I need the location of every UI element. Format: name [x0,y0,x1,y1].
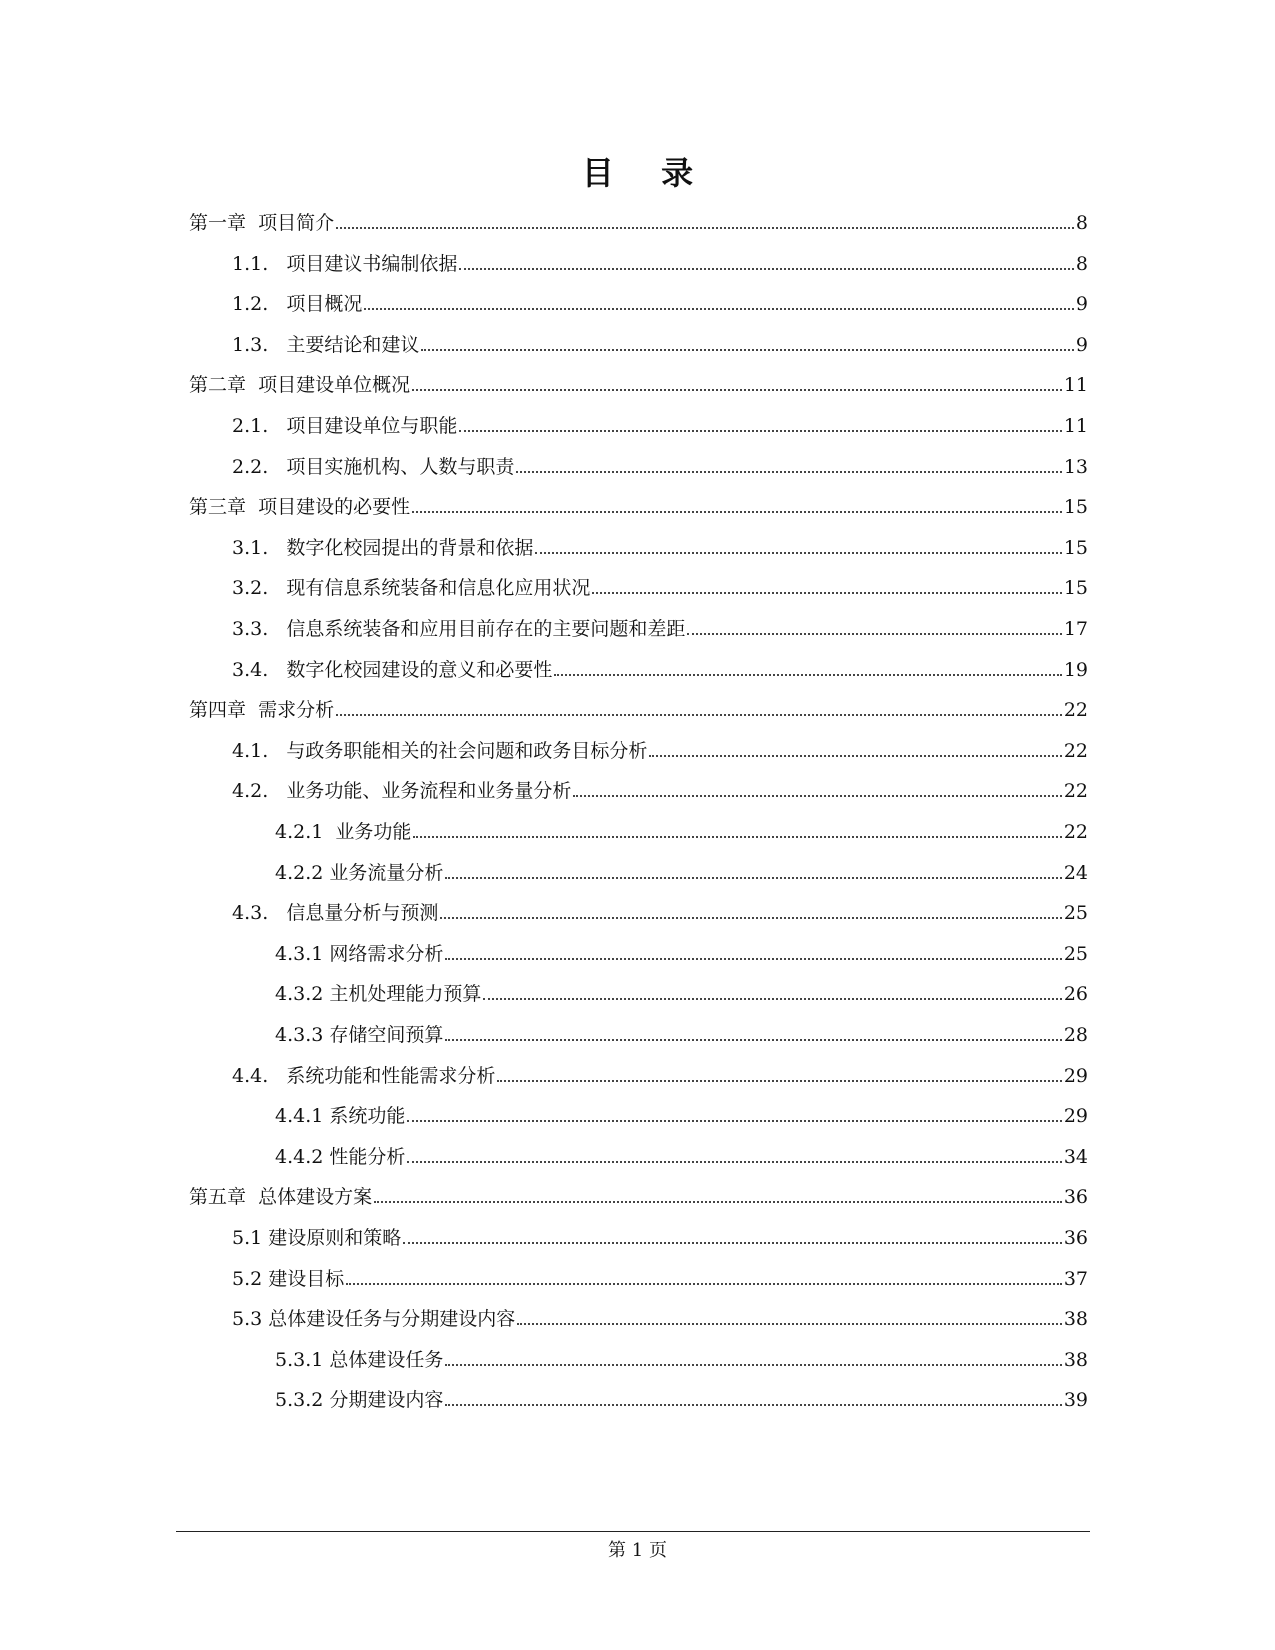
toc-leader-dots [440,916,1061,919]
toc-entry-label: 4.3.3 存储空间预算 [275,1024,444,1046]
toc-entry-label: 4.4. 系统功能和性能需求分析 [232,1064,496,1087]
toc-entry[interactable] [232,570,1088,600]
toc-entry-label: 第三章 项目建设的必要性 [189,496,411,519]
toc-entry[interactable] [232,449,1088,479]
toc-entry-page: 8 [1075,252,1088,275]
toc-entry-label: 3.2. 现有信息系统装备和信息化应用状况 [232,577,591,600]
toc-entry-label: 3.1. 数字化校园提出的背景和依据 [232,536,534,559]
page-number: 第 1 页 [608,1540,667,1561]
toc-entry-page: 24 [1063,861,1088,884]
toc-entry[interactable] [232,327,1088,357]
toc-leader-dots [649,754,1061,757]
toc-entry-label: 4.4.2 性能分析 [275,1145,406,1168]
toc-leader-dots [554,673,1061,676]
toc-entry[interactable] [275,1342,1088,1372]
toc-leader-dots [459,267,1074,270]
toc-entry[interactable] [275,814,1088,844]
toc-entry-page: 34 [1063,1145,1088,1168]
toc-entry-label: 4.1. 与政务职能相关的社会问题和政务目标分析 [232,739,648,762]
toc-entry[interactable] [232,1058,1088,1088]
toc-entry[interactable] [275,936,1088,966]
toc-leader-dots [374,1200,1062,1203]
toc-entry-label: 4.3. 信息量分析与预测 [232,902,439,925]
toc-entry-label: 4.2.1 业务功能 [275,821,412,843]
toc-entry[interactable] [275,976,1088,1006]
toc-entry[interactable] [189,1179,1088,1209]
toc-entry-page: 17 [1063,618,1088,640]
toc-entry[interactable] [232,895,1088,925]
toc-entry-page: 15 [1063,496,1088,519]
toc-leader-dots [407,1160,1061,1163]
toc-entry-label: 4.2.2 业务流量分析 [275,861,444,884]
toc-entry[interactable] [189,489,1088,519]
toc-entry-page: 19 [1063,658,1088,681]
toc-entry-label: 1.3. 主要结论和建议 [232,333,420,356]
toc-leader-dots [573,794,1061,797]
toc-entry-page: 22 [1063,821,1088,843]
toc-entry-label: 5.2 建设目标 [232,1267,345,1290]
toc-leader-dots [413,835,1061,838]
toc-entry-label: 3.3. 信息系统装备和应用目前存在的主要问题和差距 [232,618,686,640]
toc-entry-page: 15 [1063,577,1088,600]
toc-entry[interactable] [232,733,1088,763]
toc-entry-label: 4.2. 业务功能、业务流程和业务量分析 [232,780,572,803]
toc-entry[interactable] [232,1261,1088,1291]
toc-entry[interactable] [189,367,1088,397]
toc-entry-label: 4.3.2 主机处理能力预算 [275,983,482,1006]
toc-entry-page: 15 [1063,536,1088,559]
toc-leader-dots [459,429,1061,432]
toc-entry[interactable] [232,408,1088,438]
toc-leader-dots [412,510,1062,513]
toc-entry[interactable] [232,611,1088,641]
toc-entry[interactable] [275,855,1088,885]
toc-entry[interactable] [275,1139,1088,1169]
toc-title: 目 录 [581,154,712,192]
toc-entry-label: 5.3.1 总体建设任务 [275,1348,444,1371]
toc-entry-label: 1.2. 项目概况 [232,293,363,316]
toc-entry-label: 第五章 总体建设方案 [189,1186,373,1209]
toc-leader-dots [497,1079,1061,1082]
toc-leader-dots [445,957,1061,960]
toc-entry-page: 22 [1063,780,1088,803]
toc-entry-page: 29 [1063,1064,1088,1087]
toc-leader-dots [403,1241,1062,1244]
toc-entry-page: 29 [1063,1105,1088,1128]
toc-entry-page: 36 [1063,1186,1088,1209]
toc-entry-page: 11 [1063,374,1088,397]
toc-entry[interactable] [232,1301,1088,1331]
toc-entry[interactable] [189,692,1088,722]
toc-leader-dots [592,591,1061,594]
footer-divider [176,1531,1090,1532]
toc-leader-dots [336,226,1074,229]
toc-leader-dots [445,1403,1061,1406]
toc-entry[interactable] [232,1220,1088,1250]
toc-entry-page: 25 [1063,942,1088,965]
toc-leader-dots [535,551,1061,554]
toc-leader-dots [687,632,1061,635]
toc-entry-label: 2.1. 项目建设单位与职能 [232,415,458,437]
toc-leader-dots [483,997,1061,1000]
toc-entry-page: 13 [1063,455,1088,478]
toc-entry-page: 36 [1063,1227,1088,1249]
toc-leader-dots [517,1322,1062,1325]
toc-leader-dots [421,348,1074,351]
toc-entry[interactable] [275,1382,1088,1412]
toc-entry-page: 25 [1063,902,1088,925]
toc-entry[interactable] [232,652,1088,682]
toc-leader-dots [336,713,1062,716]
toc-entry-label: 5.3 总体建设任务与分期建设内容 [232,1308,516,1331]
toc-entry[interactable] [275,1017,1088,1047]
toc-entry-label: 4.3.1 网络需求分析 [275,942,444,965]
toc-entry-label: 第四章 需求分析 [189,699,335,722]
toc-entry[interactable] [275,1098,1088,1128]
toc-entry-page: 39 [1063,1389,1088,1412]
toc-entry-page: 38 [1063,1308,1088,1331]
toc-entry-label: 5.3.2 分期建设内容 [275,1389,444,1412]
toc-entry-page: 9 [1075,333,1088,356]
toc-entry[interactable] [189,205,1088,235]
toc-leader-dots [445,1038,1061,1041]
toc-entry[interactable] [232,286,1088,316]
toc-entry-label: 3.4. 数字化校园建设的意义和必要性 [232,658,553,681]
toc-entry-label: 4.4.1 系统功能 [275,1105,406,1128]
toc-entry-label: 第一章 项目简介 [189,212,335,234]
toc-entry-page: 22 [1063,739,1088,762]
toc-entry[interactable] [232,773,1088,803]
toc-entry-page: 38 [1063,1348,1088,1371]
toc-entry-page: 8 [1075,212,1088,234]
toc-entry-page: 37 [1063,1267,1088,1290]
toc-entry-page: 28 [1063,1024,1088,1046]
toc-entry-label: 5.1 建设原则和策略 [232,1227,402,1249]
toc-entry-page: 26 [1063,983,1088,1006]
toc-entry-page: 9 [1075,293,1088,316]
toc-entry-label: 1.1. 项目建议书编制依据 [232,252,458,275]
toc-entry[interactable] [232,246,1088,276]
toc-leader-dots [346,1282,1062,1285]
toc-entry-label: 第二章 项目建设单位概况 [189,374,411,397]
toc-leader-dots [412,388,1062,391]
toc-entry-page: 11 [1063,415,1088,437]
toc-leader-dots [364,307,1074,310]
toc-entry[interactable] [232,530,1088,560]
toc-leader-dots [445,1363,1061,1366]
toc-leader-dots [407,1119,1061,1122]
toc-leader-dots [445,876,1061,879]
toc-entry-label: 2.2. 项目实施机构、人数与职责 [232,455,515,478]
toc-entry-page: 22 [1063,699,1088,722]
toc-leader-dots [516,470,1061,473]
